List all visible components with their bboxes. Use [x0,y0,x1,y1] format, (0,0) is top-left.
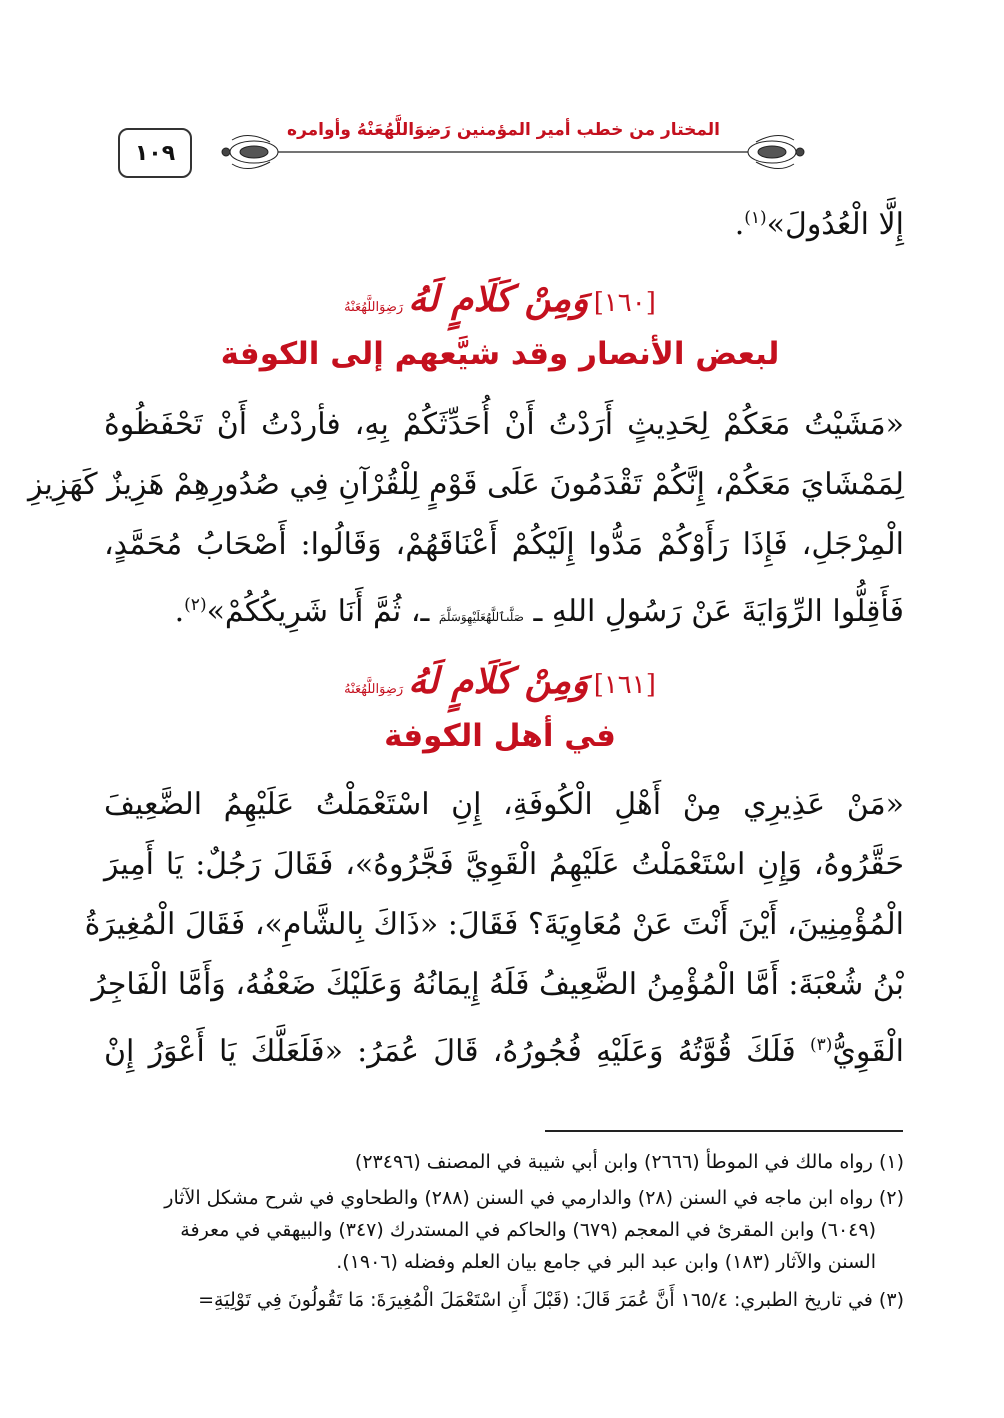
opening-line [104,188,904,255]
section-subtitle-161: في أهل الكوفة [384,718,616,754]
section-title: وَمِنْ كَلَامٍ لَهُ [408,660,589,702]
honorific: رَضِوَاللَّهُعَنْهُ [344,682,404,697]
ornament-left [222,135,278,168]
running-title: المختار من خطب أمير المؤمنين رَضِوَاللَّهُعَنْهُ وأوامره [287,120,720,140]
section-heading-161 [100,660,900,702]
text-line: حَقَّرُوهُ، وَإِنِ اسْتَعْمَلْتُ عَلَيْهِمُ الْقَوِيَّ فَجَّرُوهُ»، فَقَالَ رَجُلٌ: يَا أَمِيرَ [104,847,904,882]
footnote-1: (١) رواه مالك في الموطأ (٢٦٦٦) وابن أبي شيبة في المصنف (٢٣٤٩٦) [354,1151,904,1173]
footnote-2-cont: السنن والآثار (١٨٣) وابن عبد البر في جامع بيان العلم وفضله (١٩٠٦). [336,1251,876,1273]
text-line-last [104,575,904,647]
text-line: «مَشَيْتُ مَعَكُمْ لِحَدِيثٍ أَرَدْتُ أَنْ أُحَدِّثَكُمْ بِهِ، فأردْتُ أَنْ تَحْفَظُوهُ [104,407,904,442]
salawat-glyph: صَلَّىٱللَّهُعَلَيْهِوَسَلَّمَ [438,610,524,624]
footnote-ref[interactable]: (٢) [184,595,207,615]
text-segment: ـ، ثُمَّ أَنَا شَرِيكُكُمْ» [206,594,430,629]
opening-text: إِلَّا الْعُدُولَ» [766,207,904,242]
section-number: [١٦٠] [593,288,656,318]
text-end: . [174,594,185,629]
section-title: وَمِنْ كَلَامٍ لَهُ [408,278,589,320]
footnote-separator [545,1130,903,1132]
text-line: الْمِرْجَلِ، فَإِذَا رَأَوْكُمْ مَدُّوا إِلَيْكُمْ أَعْنَاقَهُمْ، وَقَالُوا: أَصْحَابُ مُحَمَّدٍ، [104,527,904,562]
footnote-ref[interactable]: (١) [744,208,767,228]
text-segment: فَلَكَ قُوَّتُهُ وَعَلَيْهِ فُجُورُهُ، قَالَ عُمَرُ: «فَلَعَلَّكَ يَا أَعْوَرُ إِنْ [104,1034,796,1069]
text-line: لِمَمْشَايَ مَعَكُمْ، إِنَّكُمْ تَقْدَمُونَ عَلَى قَوْمٍ لِلْقُرْآنِ فِي صُدُورِهِمْ هَزِيزٌ كَهَزِيزِ [27,467,904,502]
text-segment: فَأَقِلُّوا الرِّوَايَةَ عَنْ رَسُولِ اللهِ ـ [533,594,904,629]
text-line: «مَنْ عَذِيرِي مِنْ أَهْلِ الْكُوفَةِ، إِنِ اسْتَعْمَلْتُ عَلَيْهِمُ الضَّعِيفَ [104,787,904,822]
footnote-3: (٣) في تاريخ الطبري: ١٦٥/٤ أَنَّ عُمَرَ قَالَ: (قَبْلَ أَنِ اسْتَعْمَلَ الْمُغِيرَةَ: مَا تَقُولُونَ فِي تَوْلِيَةِ= [198,1289,904,1311]
text-segment: الْقَوِيُّ [832,1034,904,1069]
section-number: [١٦١] [593,670,656,700]
honorific: رَضِوَاللَّهُعَنْهُ [344,300,404,315]
ornament-right [748,135,804,168]
text-line: الْمُؤْمِنِينَ، أَيْنَ أَنْتَ عَنْ مُعَاوِيَةَ؟ فَقَالَ: «ذَاكَ بِالشَّامِ»، فَقَالَ الْمُغِيرَةُ [84,907,904,942]
footnote-2: (٢) رواه ابن ماجه في السنن (٢٨) والدارمي في السنن (٢٨٨) والطحاوي في شرح مشكل الآثار [164,1187,904,1209]
text-line-last [104,1015,904,1082]
page-number-box [118,128,192,178]
opening-end: . [734,207,745,242]
footnote-2-cont: (٦٠٤٩) وابن المقرئ في المعجم (٦٧٩) والحاكم في المستدرك (٣٤٧) والبيهقي في معرفة [180,1219,876,1241]
text-line: بْنُ شُعْبَةَ: أَمَّا الْمُؤْمِنُ الضَّعِيفُ فَلَهُ إِيمَانُهُ وَعَلَيْكَ ضَعْفُهُ، وَأَمَّا الْفَاجِرُ [91,967,904,1002]
page-number: ١٠٩ [134,140,176,166]
section-subtitle-160: لبعض الأنصار وقد شيَّعهم إلى الكوفة [220,336,780,372]
footnote-ref[interactable]: (٣) [809,1035,833,1055]
section-heading-160 [100,278,900,320]
